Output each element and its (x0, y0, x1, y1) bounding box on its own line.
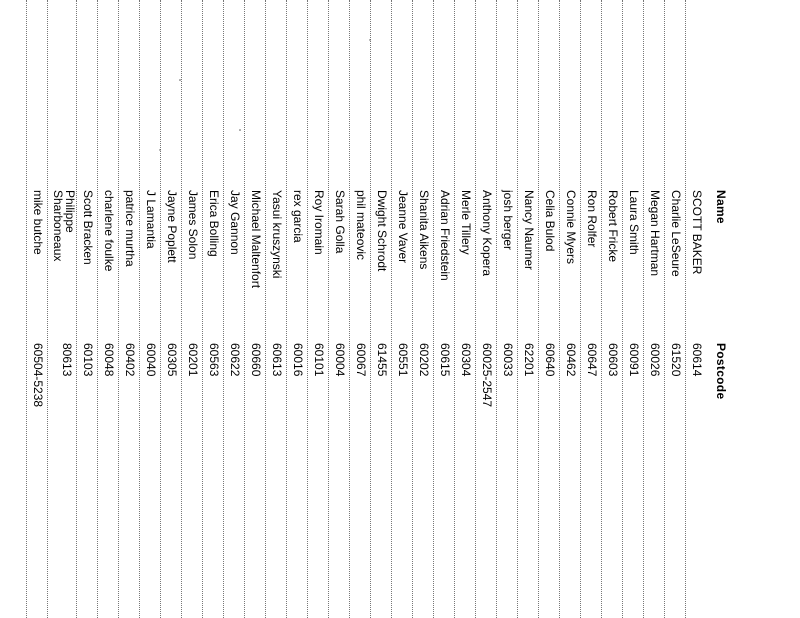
row-name: Anthony Kopera (480, 190, 494, 277)
row-postcode: 80613 (60, 343, 74, 377)
row-postcode: 60103 (81, 343, 95, 377)
row-name: Dwight Schrodt (375, 190, 389, 272)
row-name: Nancy Naumer (522, 190, 536, 271)
row-name: Laura Smith (627, 190, 641, 255)
row-name: patrice murtha (123, 190, 137, 267)
row-name: Merle Tillery (459, 190, 473, 255)
row-postcode: 60603 (606, 343, 620, 377)
row-postcode: 60614 (690, 343, 704, 377)
row-postcode: 60305 (165, 343, 179, 377)
row-postcode: 61455 (375, 343, 389, 377)
row-name: SCOTT BAKER (690, 190, 704, 275)
row-postcode: 60462 (564, 343, 578, 377)
row-name: Philippe Sharboneaux (51, 190, 77, 262)
row-postcode: 60660 (249, 343, 263, 377)
row-name: Yasui kruszynski (270, 190, 284, 279)
postcode-column-header: Postcode (714, 343, 728, 400)
row-postcode: 60304 (459, 343, 473, 377)
row-postcode: 60402 (123, 343, 137, 377)
row-postcode: 60615 (438, 343, 452, 377)
row-name: Robert Fricke (606, 190, 620, 263)
row-postcode: 60613 (270, 343, 284, 377)
row-postcode: 60202 (417, 343, 431, 377)
name-column-header: Name (714, 190, 728, 224)
row-postcode: 60640 (543, 343, 557, 377)
row-postcode: 60551 (396, 343, 410, 377)
row-postcode: 62201 (522, 343, 536, 377)
row-name: rex garcia (291, 190, 305, 243)
row-name: Jeanne Vaver (396, 190, 410, 264)
row-postcode: 60091 (627, 343, 641, 377)
row-postcode: 60004 (333, 343, 347, 377)
row-name: Sarah Golla (333, 190, 347, 254)
row-name: J Lamantia (144, 190, 158, 249)
row-postcode: 60563 (207, 343, 221, 377)
row-postcode: 60201 (186, 343, 200, 377)
row-postcode: 60622 (228, 343, 242, 377)
row-postcode: 60101 (312, 343, 326, 377)
row-name: Erica Bolling (207, 190, 221, 257)
row-name: Ron Rolfer (585, 190, 599, 248)
row-postcode: 61520 (669, 343, 683, 377)
row-postcode: 60016 (291, 343, 305, 377)
row-name: Roy Iromain (312, 190, 326, 255)
row-name: Shanita Aikens (417, 190, 431, 270)
row-name: charlene foulke (102, 190, 116, 272)
row-name: Charlie LeSeure (669, 190, 683, 277)
row-postcode: 60040 (144, 343, 158, 377)
row-postcode: 60026 (648, 343, 662, 377)
row-name: phil mateovic (354, 190, 368, 261)
row-postcode: 60025-2547 (480, 343, 494, 408)
row-name: Adrian Friedstein (438, 190, 452, 281)
row-postcode: 60504-5238 (31, 343, 45, 408)
row-name: Jayne Poplett (165, 190, 179, 263)
row-name: mike butche (31, 190, 45, 255)
row-postcode: 60647 (585, 343, 599, 377)
row-postcode: 60048 (102, 343, 116, 377)
row-name: James Solon (186, 190, 200, 260)
row-name: josh berger (501, 190, 515, 251)
row-postcode: 60067 (354, 343, 368, 377)
row-postcode: 60033 (501, 343, 515, 377)
row-name: Michael Maltenfort (249, 190, 263, 289)
row-name: Megan Hartman (648, 190, 662, 277)
row-name: Connie Myers (564, 190, 578, 265)
row-name: Jay Gannon (228, 190, 242, 255)
row-name: Scott Bracken (81, 190, 95, 265)
row-name: Celia Bulod (543, 190, 557, 252)
